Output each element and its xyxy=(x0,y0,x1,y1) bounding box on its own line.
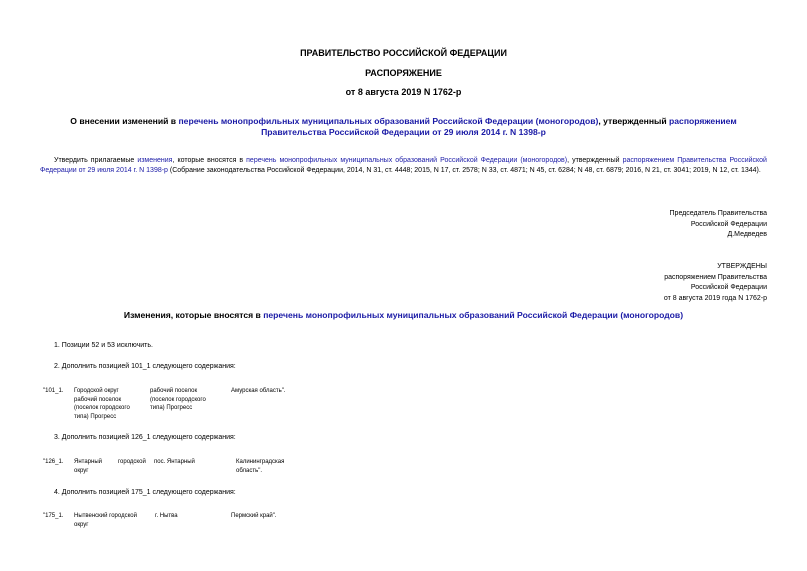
title-link-order[interactable]: распоряжением xyxy=(669,116,737,126)
signature-line-1: Председатель Правительства xyxy=(669,210,767,217)
changes-title-link[interactable]: перечень монопрофильных муниципальных образований Российской Федерации (моногородов) xyxy=(263,310,684,320)
row-col-1b: городской xyxy=(118,459,146,465)
approved-block xyxy=(664,262,767,304)
intro-link-list[interactable]: перечень монопрофильных муниципальных образований Российской Федерации (моногородов) xyxy=(246,157,568,164)
row-col-2: рабочий поселок (поселок городского типа) Прогресс xyxy=(150,388,206,411)
row-col-3: Калининградская область". xyxy=(236,459,285,474)
changes-title xyxy=(0,310,807,321)
approved-line-1: УТВЕРЖДЕНЫ xyxy=(717,263,767,270)
row-col-1a: Янтарный округ xyxy=(74,459,102,474)
approved-line-2: распоряжением Правительства xyxy=(664,273,767,281)
title-link-list[interactable]: перечень монопрофильных муниципальных образований Российской Федерации (моногородов) xyxy=(178,116,599,126)
signature-line-3: Д.Медведев xyxy=(727,231,767,238)
title-text-2: , утвержденный xyxy=(598,116,670,126)
item-1: 1. Позиции 52 и 53 исключить. xyxy=(54,342,153,349)
row-number: "175_1. xyxy=(43,513,64,519)
document-title xyxy=(40,116,767,138)
row-number: "126_1. xyxy=(43,459,64,465)
title-link-government[interactable]: Правительства Российской Федерации от 29 июля 2014 г. N 1398-р xyxy=(261,127,546,137)
intro-text-3: , утвержденный xyxy=(567,157,623,164)
intro-text-1: Утвердить прилагаемые xyxy=(54,157,138,164)
intro-text-2: , которые вносятся в xyxy=(172,157,247,164)
row-col-3: Амурская область". xyxy=(231,388,286,394)
row-col-1: Нытвенский городской округ xyxy=(74,513,137,528)
intro-paragraph xyxy=(40,156,767,176)
row-col-1: Городской округ рабочий поселок (поселок городского типа) Прогресс xyxy=(74,388,130,420)
row-col-3: Пермский край". xyxy=(231,513,277,519)
item-3: 3. Дополнить позицией 126_1 следующего содержания: xyxy=(54,434,236,441)
title-text-1: О внесении изменений в xyxy=(70,116,179,126)
changes-title-text: Изменения, которые вносятся в xyxy=(123,310,264,320)
intro-text-4: (Собрание законодательства Российской Федерации, 2014, N 31, ст. 4448; 2015, N 17, ст. 2578; N 33, ст. 4871; N 45, ст. 6284; N 48, ст. 6879; 2016, N 21, ст. 3041; 2019, N 12, ст. 1344). xyxy=(167,167,761,174)
approved-line-3: Российской Федерации xyxy=(690,284,767,291)
header-doc-type: РАСПОРЯЖЕНИЕ xyxy=(365,68,442,78)
row-number: "101_1. xyxy=(43,388,64,394)
item-4: 4. Дополнить позицией 175_1 следующего содержания: xyxy=(54,489,236,496)
header-government: ПРАВИТЕЛЬСТВО РОССИЙСКОЙ ФЕДЕРАЦИИ xyxy=(300,48,507,58)
row-col-2: г. Нытва xyxy=(155,513,178,519)
signature-block xyxy=(670,209,767,241)
item-2: 2. Дополнить позицией 101_1 следующего содержания: xyxy=(54,363,236,370)
approved-line-4: от 8 августа 2019 года N 1762-р xyxy=(663,294,767,302)
header-date-number: от 8 августа 2019 N 1762-р xyxy=(345,87,462,97)
intro-link-order[interactable]: распоряжением Правительства Российской Федерации от 29 июля 2014 г. N 1398-р xyxy=(40,157,767,174)
row-col-2: пос. Янтарный xyxy=(154,459,195,465)
signature-line-2: Российской Федерации xyxy=(690,220,767,228)
intro-link-changes[interactable]: изменения xyxy=(137,157,173,164)
